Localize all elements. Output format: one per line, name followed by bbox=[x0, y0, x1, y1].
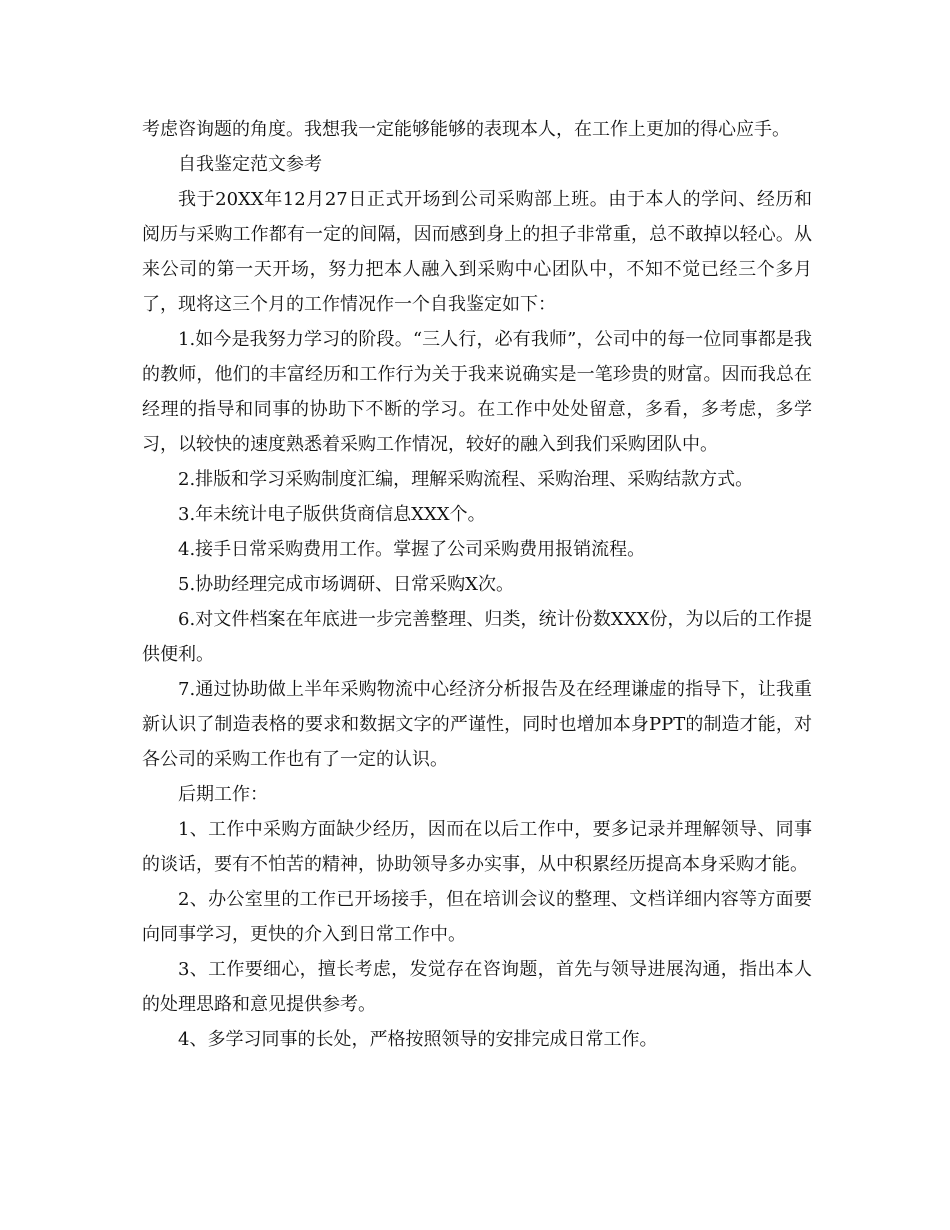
section-heading-self-assessment: 自我鉴定范文参考 bbox=[178, 154, 322, 175]
future-item-4: 4、多学习同事的长处，严格按照领导的安排完成日常工作。 bbox=[178, 1029, 658, 1050]
paragraph-continuation: 考虑咨询题的角度。我想我一定能够能够的表现本人，在工作上更加的得心应手。 bbox=[142, 119, 790, 140]
paragraph-intro: 我于20XX年12月27日正式开场到公司采购部上班。由于本人的学问、经历和阅历与采购工作都有一定的间隔，因而感到身上的担子非常重，总不敢掉以轻心。从来公司的第一天开场，努力把本人融入到采购中心团队中，不知不觉已经三个多月了，现将这三个月的工作情况作一个自我鉴定如下： bbox=[142, 189, 812, 315]
list-item-6: 6.对文件档案在年底进一步完善整理、归类，统计份数XXX份，为以后的工作提供便利。 bbox=[142, 609, 812, 665]
list-item-4: 4.接手日常采购费用工作。掌握了公司采购费用报销流程。 bbox=[178, 539, 646, 560]
list-item-2: 2.排版和学习采购制度汇编，理解采购流程、采购治理、采购结款方式。 bbox=[178, 469, 754, 490]
list-item-3: 3.年未统计电子版供货商信息XXX个。 bbox=[178, 504, 486, 525]
future-item-1: 1、工作中采购方面缺少经历，因而在以后工作中，要多记录并理解领导、同事的谈话，要有不怕苦的精神，协助领导多办实事，从中积累经历提高本身采购才能。 bbox=[142, 819, 812, 875]
list-item-1: 1.如今是我努力学习的阶段。“三人行，必有我师”，公司中的每一位同事都是我的教师，他们的丰富经历和工作行为关于我来说确实是一笔珍贵的财富。因而我总在经理的指导和同事的协助下不断的学习。在工作中处处留意，多看，多考虑，多学习，以较快的速度熟悉着采购工作情况，较好的融入到我们采购团队中。 bbox=[142, 329, 812, 455]
document-body bbox=[142, 112, 812, 1057]
future-item-3: 3、工作要细心，擅长考虑，发觉存在咨询题，首先与领导进展沟通，指出本人的处理思路和意见提供参考。 bbox=[142, 959, 812, 1015]
section-heading-future-work: 后期工作： bbox=[178, 784, 268, 805]
list-item-5: 5.协助经理完成市场调研、日常采购X次。 bbox=[178, 574, 514, 595]
list-item-7: 7.通过协助做上半年采购物流中心经济分析报告及在经理谦虚的指导下，让我重新认识了制造表格的要求和数据文字的严谨性，同时也增加本身PPT的制造才能，对各公司的采购工作也有了一定的认识。 bbox=[142, 679, 812, 770]
future-item-2: 2、办公室里的工作已开场接手，但在培训会议的整理、文档详细内容等方面要向同事学习，更快的介入到日常工作中。 bbox=[142, 889, 812, 945]
